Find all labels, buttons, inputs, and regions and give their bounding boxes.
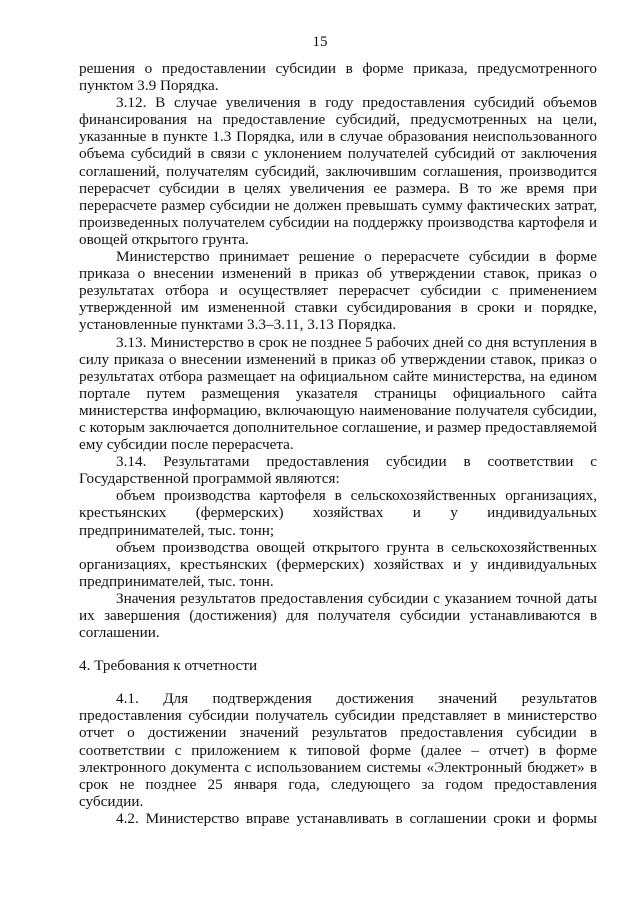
document-body — [79, 60, 597, 827]
page-number: 15 — [312, 34, 328, 50]
section-heading: 4. Требования к отчетности — [79, 657, 258, 675]
paragraph-3-14-vegetables: объем производства овощей открытого грунта в сельскохозяйственных организациях, крестьянских (фермерских) хозяйствах и у индивидуальных предпринимателей, тыс. тонн. — [79, 538, 597, 590]
paragraph-3-14-potato: объем производства картофеля в сельскохозяйственных организациях, крестьянских (фермерских) хозяйствах и у индивидуальных предпринимателей, тыс. тонн; — [79, 487, 597, 539]
paragraph-4-1: 4.1. Для подтверждения достижения значений результатов предоставления субсидии получатель субсидии представляет в министерство отчет о достижении значений результатов предоставления субсидии в соответствии с приложением к типовой форме (далее – отчет) в форме электронного документа с использованием системы «Электронный бюджет» в срок не позднее 25 января года, следующего за годом предоставления субсидии. — [79, 690, 597, 810]
paragraph-continuation: решения о предоставлении субсидии в форме приказа, предусмотренного пунктом 3.9 Порядка. — [79, 60, 597, 95]
paragraph-3-12-decision: Министерство принимает решение о перерасчете субсидии в форме приказа о внесении изменений в приказ об утверждении ставок, приказ о результатах отбора и осуществляет перерасчет субсидии с применением утвержденной им измененной ставки субсидирования в сроки и порядке, установленные пунктами 3.3–3.11, 3.13 Порядка. — [79, 248, 597, 334]
paragraph-4-2: 4.2. Министерство вправе устанавливать в соглашении сроки и формы — [116, 809, 597, 827]
paragraph-3-13: 3.13. Министерство в срок не позднее 5 рабочих дней со дня вступления в силу приказа о внесении изменений в приказ об утверждении ставок, приказ о результатах отбора размещает на официальном сайте министерства, на едином портале путем размещения указателя страницы официального сайта министерства информацию, включающую наименование получателя субсидии, с которым заключается дополнительное соглашение, и размер предоставляемой ему субсидии после перерасчета. — [79, 333, 597, 454]
section-4-text — [79, 690, 597, 827]
paragraph-3-14: 3.14. Результатами предоставления субсидии в соответствии с Государственной программой являются: — [79, 453, 597, 488]
paragraph-3-12: 3.12. В случае увеличения в году предоставления субсидий объемов финансирования на предоставление субсидий, предусмотренных на цели, указанные в пункте 1.3 Порядка, или в случае образования неиспользованного объема субсидий в связи с уклонением получателей субсидий от заключения соглашений, получателям субсидий, заключившим соглашения, производится перерасчет субсидии в целях увеличения ее размера. В то же время при перерасчете размер субсидии не должен превышать сумму фактических затрат, произведенных получателем субсидии на поддержку производства картофеля и овощей открытого грунта. — [79, 94, 597, 248]
section-3-text — [79, 60, 597, 641]
paragraph-3-14-values: Значения результатов предоставления субсидии с указанием точной даты их завершения (достижения) для получателя субсидии устанавливаются в соглашении. — [79, 589, 597, 642]
